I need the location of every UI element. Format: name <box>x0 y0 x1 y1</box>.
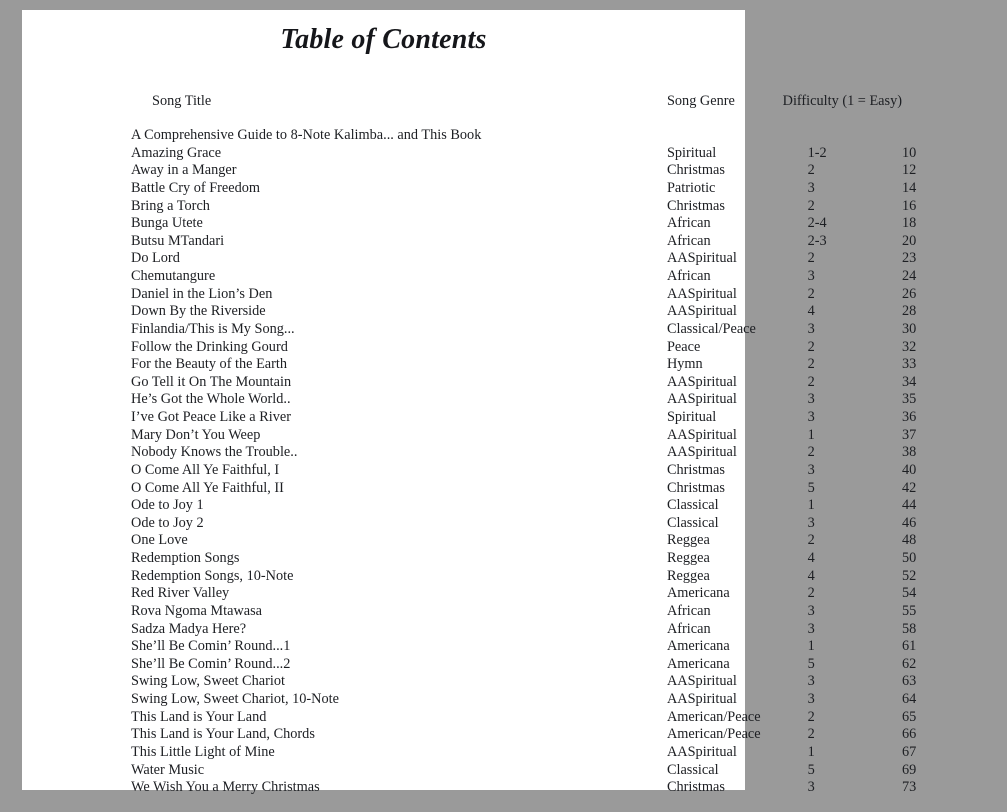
table-header <box>22 84 1007 127</box>
cell-song-title: Mary Don’t You Weep <box>131 426 261 443</box>
cell-page-number: 26 <box>902 285 917 302</box>
table-row <box>22 603 1007 621</box>
table-row <box>22 744 1007 762</box>
cell-song-title: Rova Ngoma Mtawasa <box>131 602 263 619</box>
cell-difficulty: 3 <box>807 691 815 707</box>
cell-difficulty: 2 <box>807 250 815 267</box>
cell-song-title: Do Lord <box>131 250 180 267</box>
cell-difficulty: 4 <box>807 303 815 320</box>
table-row <box>22 233 1007 251</box>
cell-difficulty: 2 <box>807 708 815 725</box>
cell-difficulty: 3 <box>807 391 815 408</box>
table-row <box>22 215 1007 233</box>
cell-difficulty: 3 <box>807 409 815 425</box>
table-row <box>22 444 1007 462</box>
cell-page-number: 67 <box>902 743 917 760</box>
cell-page-number: 40 <box>902 461 917 478</box>
cell-song-genre: AASpiritual <box>666 391 737 408</box>
cell-page-number: 62 <box>902 655 917 672</box>
cell-page-number: 55 <box>902 602 917 619</box>
cell-song-title: Away in a Manger <box>131 162 237 179</box>
cell-page-number: 28 <box>902 303 917 320</box>
table-row <box>22 585 1007 603</box>
cell-song-genre: Christmas <box>666 479 725 496</box>
table-row <box>22 656 1007 674</box>
cell-page-number: 36 <box>902 409 917 425</box>
cell-song-genre: Americana <box>666 655 730 672</box>
table-row <box>22 621 1007 639</box>
column-header-page <box>902 84 1007 127</box>
cell-difficulty: 2 <box>807 197 815 214</box>
cell-song-genre: Classical <box>666 761 719 778</box>
table-row <box>22 250 1007 268</box>
table-row <box>22 180 1007 198</box>
cell-page-number: 63 <box>902 673 917 690</box>
cell-page-number: 34 <box>902 373 917 390</box>
cell-difficulty: 3 <box>807 673 815 690</box>
cell-song-title: Swing Low, Sweet Chariot <box>131 673 285 690</box>
cell-song-genre: Spiritual <box>666 144 717 161</box>
cell-song-title: This Land is Your Land, Chords <box>131 726 315 743</box>
cell-song-title: Red River Valley <box>131 585 230 602</box>
cell-song-title: Chemutangure <box>131 268 216 284</box>
table-row <box>22 462 1007 480</box>
table-row <box>22 691 1007 709</box>
table-row <box>22 127 1007 145</box>
cell-song-genre: Reggea <box>666 567 710 584</box>
cell-difficulty: 1 <box>807 426 815 443</box>
cell-song-genre: AASpiritual <box>666 285 737 302</box>
cell-page-number: 48 <box>902 532 917 549</box>
table-row <box>22 145 1007 163</box>
cell-song-title: Amazing Grace <box>131 144 222 161</box>
cell-difficulty: 3 <box>807 179 815 196</box>
cell-difficulty: 4 <box>807 567 815 584</box>
cell-song-genre: AASpiritual <box>666 303 737 320</box>
cell-song-title: Go Tell it On The Mountain <box>131 373 292 390</box>
cell-song-title: A Comprehensive Guide to 8-Note Kalimba... and This Book <box>131 127 482 143</box>
cell-song-title: One Love <box>131 532 188 549</box>
cell-song-genre: Patriotic <box>666 179 716 196</box>
cell-difficulty: 2 <box>807 532 815 549</box>
cell-page-number: 16 <box>902 197 917 214</box>
table-body <box>22 127 1007 797</box>
cell-difficulty: 5 <box>807 761 815 778</box>
cell-difficulty: 5 <box>807 655 815 672</box>
cell-page-number: 14 <box>902 179 917 196</box>
cell-difficulty: 5 <box>807 479 815 496</box>
cell-song-genre: Christmas <box>666 162 725 179</box>
cell-song-genre: African <box>666 602 711 619</box>
table-row <box>22 480 1007 498</box>
cell-song-genre: Classical <box>666 514 719 531</box>
cell-page-number: 52 <box>902 567 917 584</box>
cell-song-title: She’ll Be Comin’ Round...2 <box>131 655 291 672</box>
cell-song-title: Water Music <box>131 761 205 778</box>
cell-song-genre: Americana <box>666 638 730 655</box>
cell-page-number: 33 <box>902 356 917 373</box>
table-row <box>22 374 1007 392</box>
cell-page-number: 44 <box>902 497 917 514</box>
cell-song-genre: Spiritual <box>666 409 717 425</box>
table-row <box>22 268 1007 286</box>
cell-song-genre: Americana <box>666 585 730 602</box>
table-row <box>22 550 1007 568</box>
table-row <box>22 568 1007 586</box>
cell-page-number: 54 <box>902 585 917 602</box>
cell-page-number: 65 <box>902 708 917 725</box>
table-of-contents <box>22 84 1007 797</box>
table-row <box>22 497 1007 515</box>
cell-song-genre: African <box>666 232 711 249</box>
cell-difficulty: 3 <box>807 602 815 619</box>
cell-difficulty: 2-4 <box>807 215 827 232</box>
cell-song-genre: Christmas <box>666 779 725 796</box>
cell-difficulty: 3 <box>807 514 815 531</box>
column-header-song-genre: Song Genre <box>666 93 735 109</box>
table-row <box>22 321 1007 339</box>
table-row <box>22 726 1007 744</box>
table-row <box>22 762 1007 780</box>
cell-song-title: Bunga Utete <box>131 215 203 232</box>
cell-page-number: 64 <box>902 691 917 707</box>
cell-song-title: Swing Low, Sweet Chariot, 10-Note <box>131 691 339 707</box>
cell-difficulty: 2-3 <box>807 232 827 249</box>
cell-song-title: Finlandia/This is My Song... <box>131 320 295 337</box>
cell-song-genre: Reggea <box>666 550 710 566</box>
cell-song-title: This Little Light of Mine <box>131 743 275 760</box>
cell-song-title: Down By the Riverside <box>131 303 266 320</box>
cell-page-number: 35 <box>902 391 917 408</box>
cell-page-number: 30 <box>902 320 917 337</box>
cell-song-title: For the Beauty of the Earth <box>131 356 288 373</box>
cell-song-genre: AASpiritual <box>666 673 737 690</box>
cell-difficulty: 2 <box>807 726 815 743</box>
cell-page-number: 37 <box>902 426 917 443</box>
cell-song-genre: Christmas <box>666 461 725 478</box>
cell-song-genre: Classical <box>666 497 719 514</box>
cell-song-genre: American/Peace <box>666 708 761 725</box>
column-header-difficulty: Difficulty (1 = Easy) <box>782 93 902 109</box>
cell-song-genre: African <box>666 268 711 284</box>
cell-song-title: Daniel in the Lion’s Den <box>131 285 273 302</box>
cell-difficulty: 3 <box>807 620 815 637</box>
cell-page-number: 66 <box>902 726 917 743</box>
cell-page-number: 18 <box>902 215 917 232</box>
cell-page-number: 73 <box>902 779 917 796</box>
cell-page-number: 20 <box>902 232 917 249</box>
cell-song-title: Bring a Torch <box>131 197 210 214</box>
cell-page-number: 46 <box>902 514 917 531</box>
cell-song-genre: Hymn <box>666 356 703 373</box>
table-row <box>22 198 1007 216</box>
cell-song-title: Redemption Songs, 10-Note <box>131 567 294 584</box>
cell-page-number: 58 <box>902 620 917 637</box>
table-row <box>22 638 1007 656</box>
cell-song-genre: Christmas <box>666 197 725 214</box>
cell-song-title: Nobody Knows the Trouble.. <box>131 444 298 461</box>
cell-difficulty: 1 <box>807 743 815 760</box>
cell-difficulty: 3 <box>807 461 815 478</box>
cell-difficulty: 1 <box>807 638 815 655</box>
cell-song-genre: Reggea <box>666 532 710 549</box>
cell-song-genre: American/Peace <box>666 726 761 743</box>
table-row <box>22 532 1007 550</box>
cell-difficulty: 2 <box>807 338 815 355</box>
cell-song-genre: AASpiritual <box>666 691 737 707</box>
cell-difficulty: 1 <box>807 497 815 514</box>
cell-song-genre: AASpiritual <box>666 373 737 390</box>
cell-difficulty: 4 <box>807 550 815 566</box>
cell-song-title: Redemption Songs <box>131 550 240 566</box>
table-row <box>22 673 1007 691</box>
table-row <box>22 515 1007 533</box>
cell-page-number: 50 <box>902 550 917 566</box>
cell-difficulty: 2 <box>807 585 815 602</box>
header-row <box>22 84 1007 127</box>
table-row <box>22 356 1007 374</box>
column-header-song-title: Song Title <box>152 93 212 109</box>
document-page <box>22 10 917 796</box>
cell-difficulty: 3 <box>807 268 815 284</box>
cell-song-genre: AASpiritual <box>666 250 737 267</box>
cell-difficulty: 2 <box>807 444 815 461</box>
cell-song-genre: African <box>666 215 711 232</box>
cell-difficulty: 3 <box>807 320 815 337</box>
cell-page-number: 38 <box>902 444 917 461</box>
cell-difficulty: 2 <box>807 373 815 390</box>
cell-song-title: Follow the Drinking Gourd <box>131 338 288 355</box>
cell-song-title: O Come All Ye Faithful, II <box>131 479 284 496</box>
cell-song-title: Butsu MTandari <box>131 232 225 249</box>
cell-difficulty: 2 <box>807 162 815 179</box>
cell-page-number: 42 <box>902 479 917 496</box>
table-row <box>22 162 1007 180</box>
cell-song-title: Battle Cry of Freedom <box>131 179 261 196</box>
table-row <box>22 779 1007 797</box>
cell-song-title: Sadza Madya Here? <box>131 620 247 637</box>
cell-page-number: 69 <box>902 761 917 778</box>
cell-difficulty: 2 <box>807 356 815 373</box>
table-row <box>22 286 1007 304</box>
cell-song-genre: AASpiritual <box>666 743 737 760</box>
cell-song-genre: AASpiritual <box>666 444 737 461</box>
cell-page-number: 24 <box>902 268 917 284</box>
cell-difficulty: 2 <box>807 285 815 302</box>
cell-song-title: We Wish You a Merry Christmas <box>131 779 320 796</box>
cell-song-title: This Land is Your Land <box>131 708 267 725</box>
table-row <box>22 709 1007 727</box>
cell-page-number: 10 <box>902 144 917 161</box>
cell-song-title: O Come All Ye Faithful, I <box>131 461 280 478</box>
cell-song-title: I’ve Got Peace Like a River <box>131 409 291 425</box>
cell-page-number: 23 <box>902 250 917 267</box>
cell-song-genre: Peace <box>666 338 701 355</box>
table-row <box>22 303 1007 321</box>
cell-difficulty: 3 <box>807 779 815 796</box>
cell-song-genre: Classical/Peace <box>666 320 756 337</box>
table-row <box>22 391 1007 409</box>
cell-song-genre: African <box>666 620 711 637</box>
cell-page-number: 32 <box>902 338 917 355</box>
table-row <box>22 427 1007 445</box>
cell-song-title: She’ll Be Comin’ Round...1 <box>131 638 291 655</box>
table-row <box>22 339 1007 357</box>
cell-song-genre: AASpiritual <box>666 426 737 443</box>
cell-page-number: 12 <box>902 162 917 179</box>
table-row <box>22 409 1007 427</box>
cell-difficulty: 1-2 <box>807 144 827 161</box>
page-title: Table of Contents <box>280 24 487 55</box>
cell-song-title: Ode to Joy 2 <box>131 514 204 531</box>
cell-song-title: Ode to Joy 1 <box>131 497 204 514</box>
cell-page-number: 61 <box>902 638 917 655</box>
cell-song-title: He’s Got the Whole World.. <box>131 391 291 408</box>
